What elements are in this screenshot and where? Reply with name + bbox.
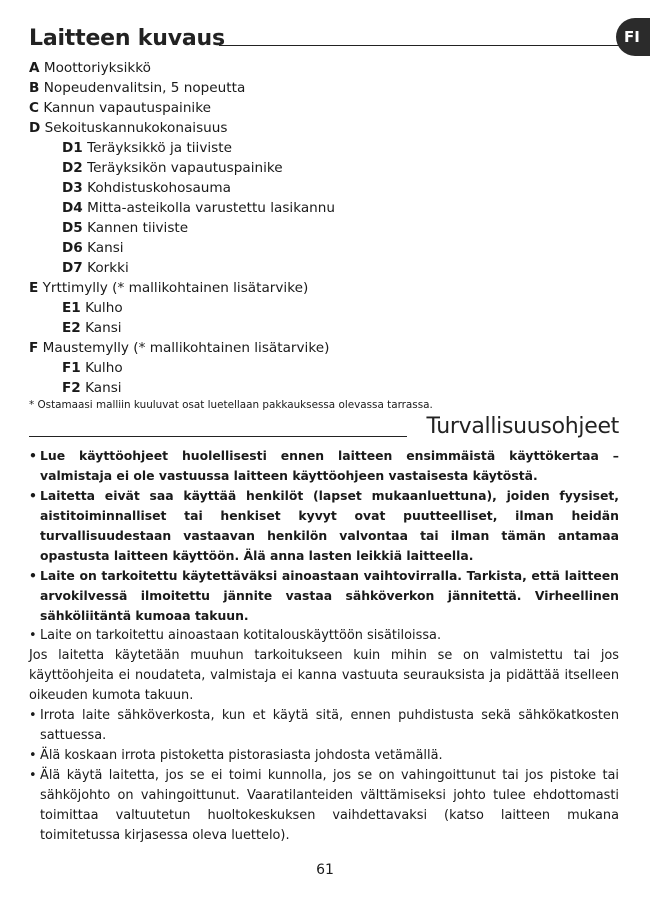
part-text: Yrttimylly (* mallikohtainen lisätarvike) bbox=[42, 280, 309, 296]
safety-item: • Lue käyttöohjeet huolellisesti ennen laitteen ensimmäistä käyttökertaa – valmistaja ei ole vastuussa laitteen käyttöohjeen vastaisesta käytöstä. bbox=[29, 446, 619, 486]
part-text: Kannun vapautuspainike bbox=[43, 100, 211, 116]
page-number: 61 bbox=[316, 862, 334, 878]
safety-instructions bbox=[29, 446, 619, 846]
part-text: Kansi bbox=[85, 380, 122, 396]
safety-paragraph: Jos laitetta käytetään muuhun tarkoitukseen kuin mihin se on valmistettu tai jos käyttöohjeita ei noudateta, valmistaja ei kanna vastuuta seurauksista ja pidättää itselleen oikeuden kumota takuun. bbox=[29, 648, 619, 703]
section-title-safety: Turvallisuusohjeet bbox=[426, 414, 619, 439]
part-text: Nopeudenvalitsin, 5 nopeutta bbox=[43, 80, 246, 96]
part-code: D bbox=[29, 120, 41, 136]
part-text: Mitta-asteikolla varustettu lasikannu bbox=[87, 200, 335, 216]
part-subitem bbox=[29, 218, 629, 238]
safety-item: • Laite on tarkoitettu ainoastaan kotitalouskäyttöön sisätiloissa. bbox=[29, 626, 619, 646]
part-text: Kannen tiiviste bbox=[87, 220, 189, 236]
part-code: D6 bbox=[62, 240, 83, 256]
part-subitem bbox=[29, 178, 629, 198]
part-text: Sekoituskannukokonaisuus bbox=[44, 120, 228, 136]
part-code: F bbox=[29, 340, 39, 356]
part-text: Korkki bbox=[87, 260, 129, 276]
part-text: Maustemylly (* mallikohtainen lisätarvike) bbox=[42, 340, 330, 356]
safety-heading-row bbox=[29, 414, 619, 444]
part-item bbox=[29, 98, 629, 118]
part-code: E1 bbox=[62, 300, 81, 316]
part-item bbox=[29, 338, 629, 358]
part-code: F2 bbox=[62, 380, 81, 396]
part-text: Kansi bbox=[85, 320, 122, 336]
safety-item: • Älä koskaan irrota pistoketta pistorasiasta johdosta vetämällä. bbox=[29, 746, 619, 766]
safety-item: • Laite on tarkoitettu käytettäväksi ainoastaan vaihtovirralla. Tarkista, että laitteen arvokilvessä ilmoitettu jännite vastaa sähköverkon jännitettä. Virheellinen sähköliitäntä kumoaa takuun. bbox=[29, 566, 619, 626]
language-tab: FI bbox=[616, 18, 650, 56]
part-code: D2 bbox=[62, 160, 83, 176]
part-subitem bbox=[29, 198, 629, 218]
safety-item: • Älä käytä laitetta, jos se ei toimi kunnolla, jos se on vahingoittunut tai jos pistoke tai sähköjohto on vahingoittunut. Vaaratilanteiden välttämiseksi johto tulee ehdottomasti toimittaa valtuutetun huoltokeskuksen vaihdettavaksi (katso laitteen mukana toimitetussa kirjasessa oleva luettelo). bbox=[29, 766, 619, 846]
part-code: E bbox=[29, 280, 39, 296]
part-subitem bbox=[29, 378, 629, 398]
part-subitem bbox=[29, 358, 629, 378]
parts-list bbox=[29, 58, 629, 398]
part-text: Kohdistuskohosauma bbox=[87, 180, 232, 196]
part-text: Moottoriyksikkö bbox=[43, 60, 151, 76]
part-text: Kulho bbox=[85, 360, 123, 376]
part-subitem bbox=[29, 298, 629, 318]
part-text: Teräyksikkö ja tiiviste bbox=[87, 140, 232, 156]
part-code: A bbox=[29, 60, 40, 76]
part-subitem bbox=[29, 138, 629, 158]
part-item bbox=[29, 118, 629, 138]
part-item bbox=[29, 278, 629, 298]
part-text: Kulho bbox=[85, 300, 123, 316]
part-subitem bbox=[29, 158, 629, 178]
part-item bbox=[29, 58, 629, 78]
part-code: C bbox=[29, 100, 39, 116]
part-item bbox=[29, 78, 629, 98]
part-code: D1 bbox=[62, 140, 83, 156]
part-subitem bbox=[29, 238, 629, 258]
heading-rule bbox=[29, 436, 407, 437]
part-subitem bbox=[29, 318, 629, 338]
parts-footnote: * Ostamaasi malliin kuuluvat osat luetellaan pakkauksessa olevassa tarrassa. bbox=[29, 399, 433, 411]
part-code: D7 bbox=[62, 260, 83, 276]
part-code: F1 bbox=[62, 360, 81, 376]
part-text: Kansi bbox=[87, 240, 124, 256]
section-title-description: Laitteen kuvaus bbox=[29, 26, 225, 51]
part-code: B bbox=[29, 80, 40, 96]
part-text: Teräyksikön vapautuspainike bbox=[87, 160, 283, 176]
safety-item: • Irrota laite sähköverkosta, kun et käytä sitä, ennen puhdistusta sekä sähkökatkosten sattuessa. bbox=[29, 706, 619, 746]
part-code: D3 bbox=[62, 180, 83, 196]
part-code: D5 bbox=[62, 220, 83, 236]
part-subitem bbox=[29, 258, 629, 278]
description-heading-row bbox=[29, 26, 619, 52]
part-code: D4 bbox=[62, 200, 83, 216]
part-code: E2 bbox=[62, 320, 81, 336]
safety-item: • Laitetta eivät saa käyttää henkilöt (lapset mukaanluettuna), joiden fyysiset, aistitoiminnalliset tai henkiset kyvyt ovat puutteelliset, ilman heidän turvallisuudestaan vastaavan henkilön valvontaa tai ilman tämän antamaa opastusta laitteen käyttöön. Älä anna lasten leikkiä laitteella. bbox=[29, 486, 619, 566]
heading-rule bbox=[219, 45, 619, 46]
